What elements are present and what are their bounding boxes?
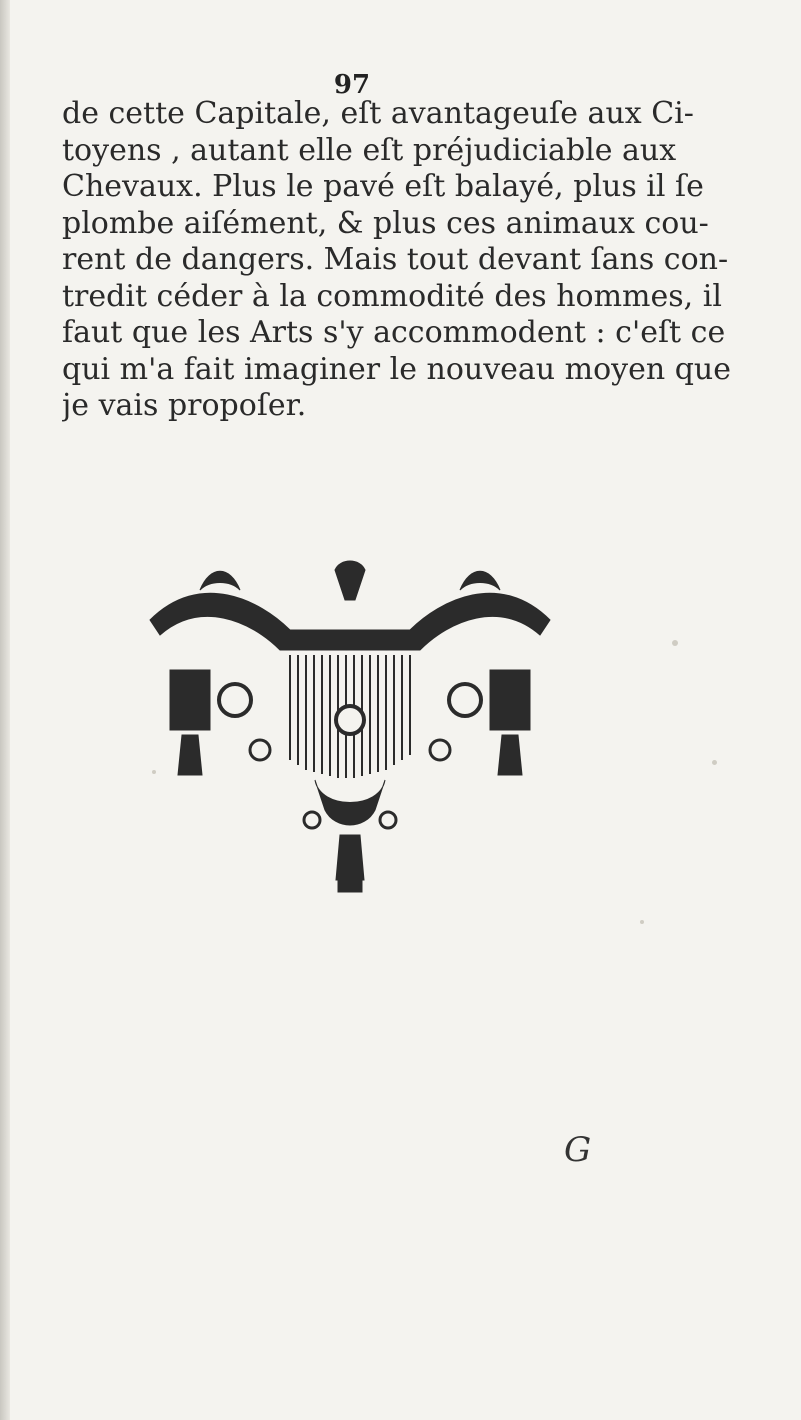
paper-speck: [640, 920, 644, 924]
paper-speck: [712, 760, 717, 765]
page-number: 97: [333, 70, 371, 100]
paper-speck: [672, 640, 678, 646]
text-line: toyens , autant elle eſt préjudiciable aux: [62, 132, 677, 168]
text-line: qui m'a fait imaginer le nouveau moyen que: [62, 351, 732, 387]
body-text: [62, 96, 762, 425]
text-line: Chevaux. Plus le pavé eſt balayé, plus il ſe: [62, 169, 704, 204]
page-edge: [0, 0, 10, 1420]
text-line: rent de dangers. Mais tout devant ſans con-: [62, 242, 729, 277]
text-line: tredit céder à la commodité des hommes, il: [62, 278, 722, 314]
text-line: de cette Capitale, eſt avantageuſe aux Ci-: [62, 96, 694, 131]
printers-ornament: [140, 560, 560, 900]
text-line: faut que les Arts s'y accommodent : c'eſt ce: [62, 315, 726, 350]
text-line: je vais propoſer.: [62, 388, 307, 423]
signature-mark: G: [564, 1130, 592, 1170]
text-line: plombe aiſément, & plus ces animaux cou-: [62, 205, 709, 241]
paper-speck: [152, 770, 156, 774]
